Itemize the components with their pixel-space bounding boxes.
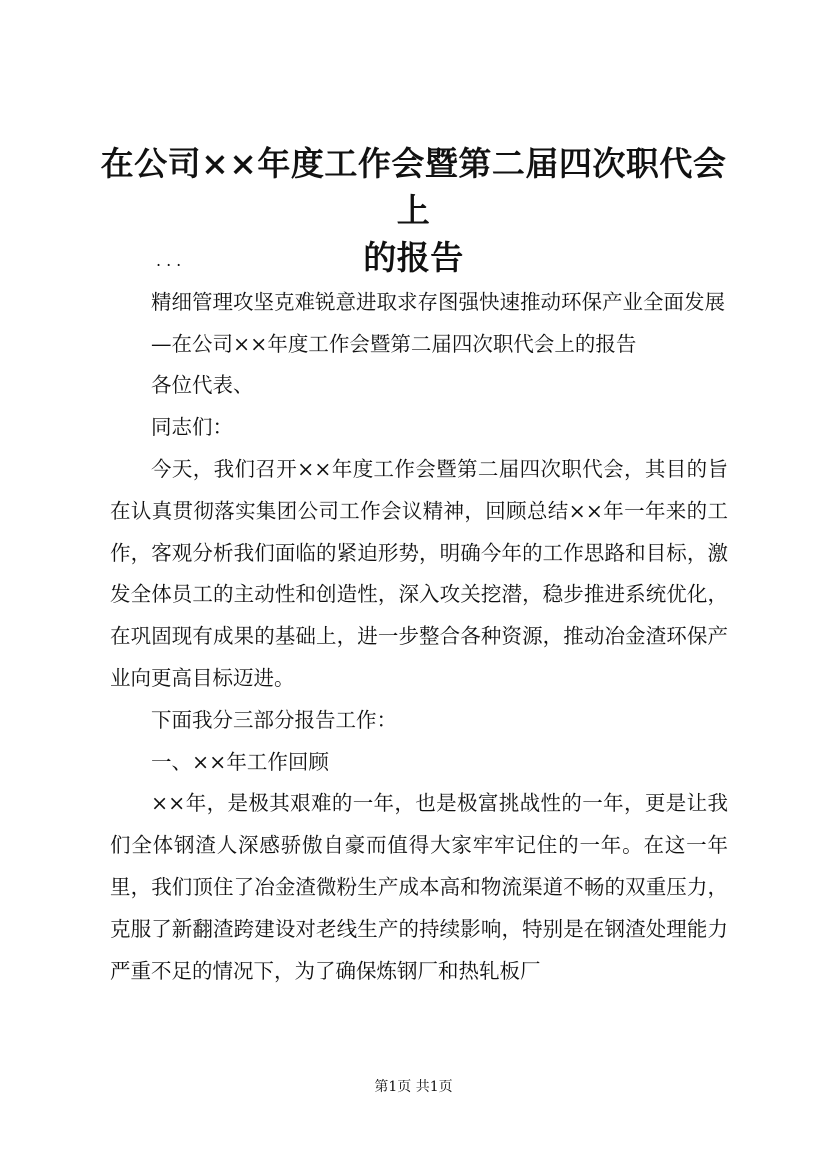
salutation-line-1: 各位代表、 <box>151 373 254 398</box>
ellipsis-line: ... <box>156 251 187 270</box>
page-footer: 第1页 共1页 <box>374 1079 453 1095</box>
subtitle-paragraph: 精细管理攻坚克难锐意进取求存图强快速推动环保产业全面发展 <box>151 289 725 314</box>
title-line-1: 在公司××年度工作会暨第二届四次职代会上 <box>100 144 727 230</box>
report-name-paragraph: —在公司××年度工作会暨第二届四次职代会上的报告 <box>151 331 637 356</box>
salutation-line-2: 同志们： <box>151 415 233 440</box>
section-heading: 一、××年工作回顾 <box>151 749 329 774</box>
review-paragraph: ××年，是极其艰难的一年，也是极富挑战性的一年，更是让我们全体钢渣人深感骄傲自豪而值得大家牢牢记住的一年。在这一年里，我们顶住了冶金渣微粉生产成本高和物流渠道不畅的双重压力，克服了新翻渣跨建设对老线生产的持续影响，特别是在钢渣处理能力严重不足的情况下，为了确保炼钢厂和热轧板厂 <box>110 791 728 983</box>
intro-paragraph: 今天，我们召开××年度工作会暨第二届四次职代会，其目的旨在认真贯彻落实集团公司工作会议精神，回顾总结××年一年来的工作，客观分析我们面临的紧迫形势，明确今年的工作思路和目标，激发全体员工的主动性和创造性，深入攻关挖潜，稳步推进系统优化，在巩固现有成果的基础上，进一步整合各种资源，推动冶金渣环保产业向更高目标迈进。 <box>110 456 728 690</box>
title-line-2: 的报告 <box>363 238 464 277</box>
document-body <box>110 240 728 992</box>
outline-paragraph: 下面我分三部分报告工作： <box>151 707 397 732</box>
